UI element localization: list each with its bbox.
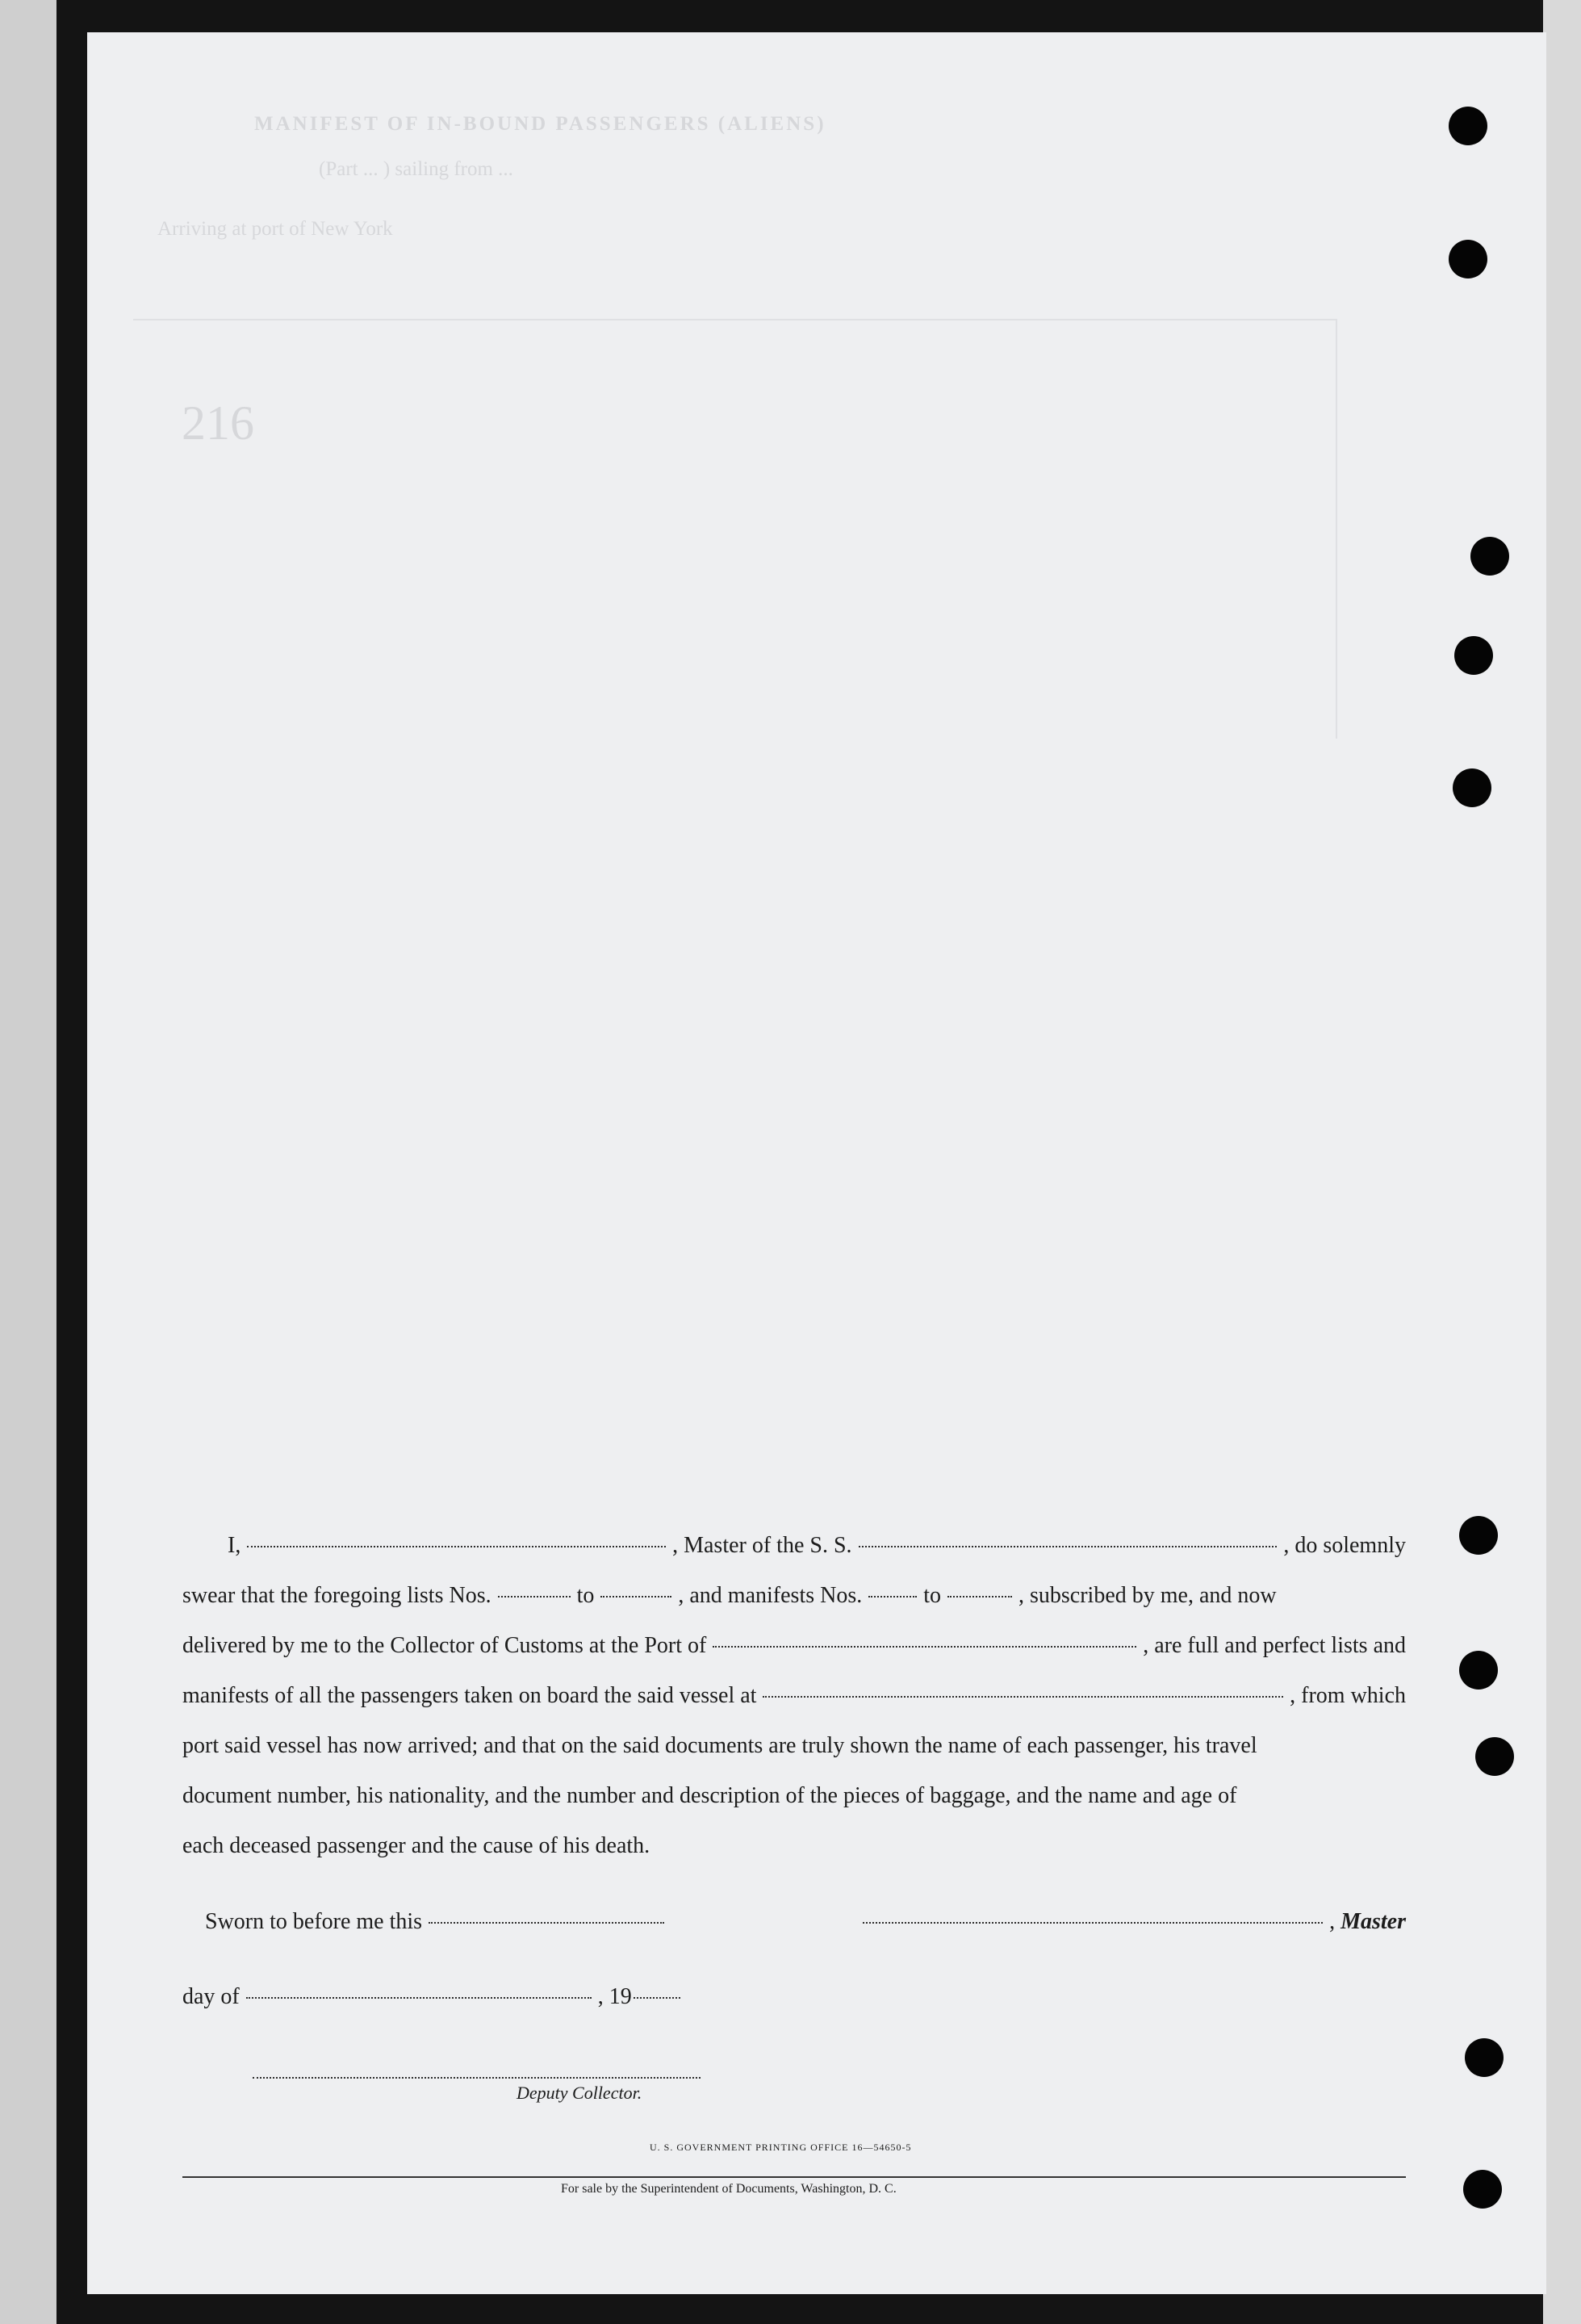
bleed-rule xyxy=(133,319,1336,320)
lists-to-field[interactable] xyxy=(600,1596,671,1597)
oath-lists-nos: swear that the foregoing lists Nos. xyxy=(182,1583,491,1608)
bleed-line-3: Arriving at port of New York xyxy=(157,218,393,240)
manifests-to-field[interactable] xyxy=(947,1596,1012,1597)
document-sheet xyxy=(87,32,1546,2294)
punch-hole xyxy=(1465,2038,1504,2077)
oath-line-1 xyxy=(182,1521,1406,1571)
oath-line-6 xyxy=(182,1771,1406,1821)
oath-taken-on-board: manifests of all the passengers taken on board the said vessel at xyxy=(182,1683,757,1708)
sale-notice: For sale by the Superintendent of Documents, Washington, D. C. xyxy=(561,2182,897,2196)
oath-paragraph xyxy=(182,1521,1406,1871)
punch-hole xyxy=(1453,768,1491,807)
footer-rule xyxy=(182,2176,1406,2178)
oath-line-5 xyxy=(182,1721,1406,1771)
oath-to-2: to xyxy=(923,1583,942,1608)
oath-port-of: delivered by me to the Collector of Customs at the Port of xyxy=(182,1633,707,1658)
month-field[interactable] xyxy=(246,1997,592,1999)
right-scan-margin xyxy=(1543,0,1581,2324)
punch-hole xyxy=(1449,107,1487,145)
year-prefix: , 19 xyxy=(597,1984,632,2009)
punch-hole xyxy=(1454,636,1493,675)
day-of-block xyxy=(182,1972,1406,2022)
oath-line-3 xyxy=(182,1621,1406,1671)
sworn-label: Sworn to before me this xyxy=(205,1909,423,1934)
oath-to-1: to xyxy=(576,1583,595,1608)
lists-from-field[interactable] xyxy=(498,1596,571,1597)
oath-text-6: document number, his nationality, and the number and description of the pieces of baggage, and the name and age of xyxy=(182,1783,1237,1808)
oath-line-4 xyxy=(182,1671,1406,1721)
day-of-label: day of xyxy=(182,1984,240,2009)
year-field[interactable] xyxy=(634,1997,680,1999)
signature-block xyxy=(182,1897,1406,1947)
manifests-from-field[interactable] xyxy=(868,1596,917,1597)
punch-hole xyxy=(1463,2170,1502,2209)
ship-name-field[interactable] xyxy=(859,1546,1278,1547)
punch-hole xyxy=(1470,537,1509,576)
oath-line-2 xyxy=(182,1571,1406,1621)
oath-text-5: port said vessel has now arrived; and that on the said documents are truly shown the name of each passenger, his travel xyxy=(182,1733,1257,1758)
deputy-signature-field[interactable] xyxy=(253,2077,701,2079)
punch-hole xyxy=(1475,1737,1514,1776)
sworn-date-field[interactable] xyxy=(429,1922,664,1924)
departure-port-field[interactable] xyxy=(763,1696,1283,1698)
punch-hole xyxy=(1459,1516,1498,1555)
deputy-label: Deputy Collector. xyxy=(517,2083,642,2103)
master-signature-field[interactable] xyxy=(863,1922,1323,1924)
gpo-imprint: U. S. GOVERNMENT PRINTING OFFICE 16—54650-5 xyxy=(650,2142,912,2153)
bleed-title: MANIFEST OF IN-BOUND PASSENGERS (ALIENS) xyxy=(254,113,826,135)
sworn-line: Sworn to before me this , Master xyxy=(182,1897,1406,1947)
day-of-line xyxy=(182,1972,1406,2022)
oath-solemnly: , do solemnly xyxy=(1283,1533,1406,1558)
bleed-number: 216 xyxy=(182,396,254,450)
bleed-line-2: (Part ... ) sailing from ... xyxy=(319,158,513,180)
oath-manifests-nos: , and manifests Nos. xyxy=(678,1583,863,1608)
port-field[interactable] xyxy=(713,1646,1136,1648)
oath-line-7 xyxy=(182,1821,1406,1871)
left-scan-margin xyxy=(0,0,56,2324)
oath-from-which: , from which xyxy=(1290,1683,1406,1708)
punch-hole xyxy=(1459,1651,1498,1690)
oath-subscribed: , subscribed by me, and now xyxy=(1018,1583,1277,1608)
oath-text-7: each deceased passenger and the cause of his death. xyxy=(182,1833,650,1858)
oath-full-perfect: , are full and perfect lists and xyxy=(1143,1633,1406,1658)
punch-hole xyxy=(1449,240,1487,278)
oath-i: I, xyxy=(228,1533,241,1558)
master-name-field[interactable] xyxy=(247,1546,666,1547)
bleed-rule-vertical xyxy=(1336,319,1337,739)
master-label: Master xyxy=(1341,1909,1406,1934)
oath-master-of: , Master of the S. S. xyxy=(672,1533,852,1558)
